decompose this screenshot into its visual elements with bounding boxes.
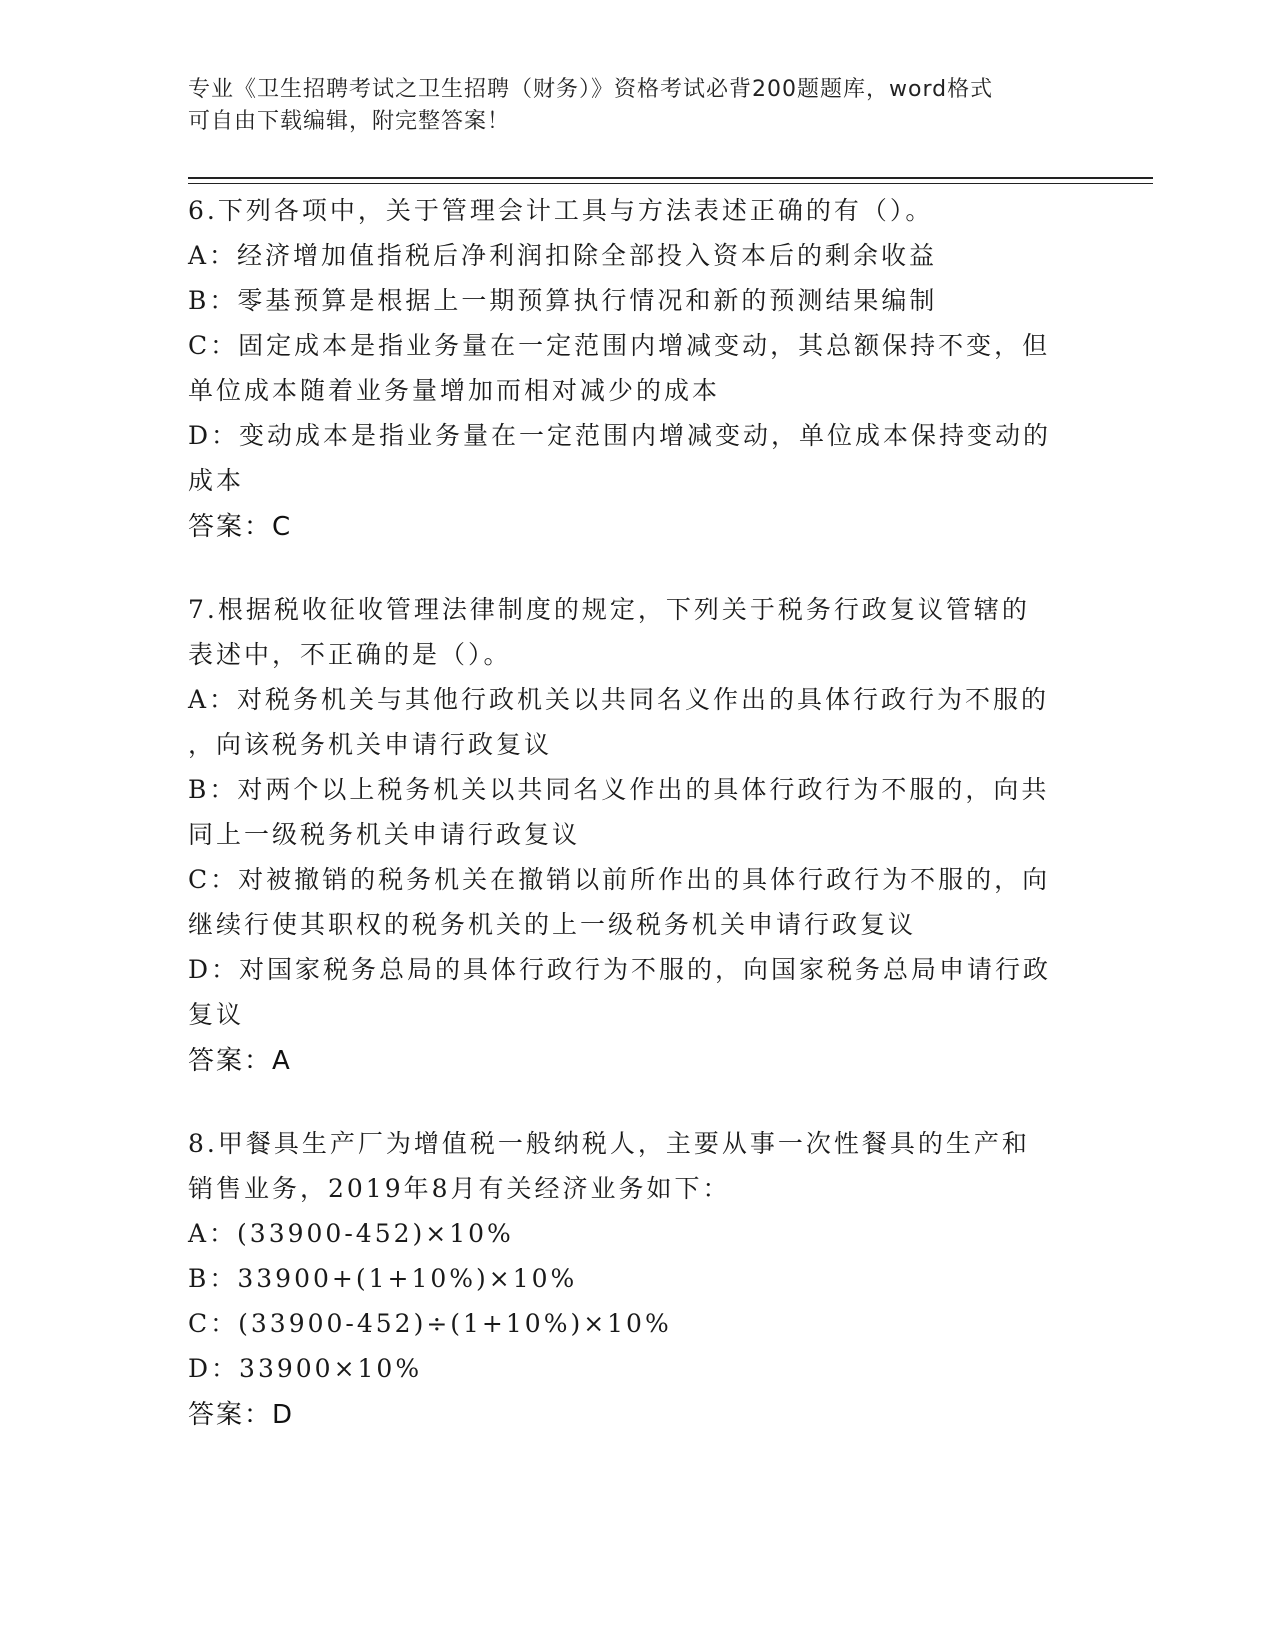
option-d: D：33900×10% xyxy=(188,1354,423,1383)
header-divider-thick xyxy=(188,177,1153,179)
answer-label: 答案：D xyxy=(188,1400,295,1430)
option-c: C：固定成本是指业务量在一定范围内增减变动，其总额保持不变，但 xyxy=(188,331,1051,360)
header-line-2: 可自由下载编辑，附完整答案！ xyxy=(188,109,511,134)
document-header xyxy=(188,74,1068,138)
header-line-1: 专业《卫生招聘考试之卫生招聘（财务）》资格考试必背200题题库，word格式 xyxy=(188,77,994,102)
question-stem-line: 8.甲餐具生产厂为增值税一般纳税人，主要从事一次性餐具的生产和 xyxy=(188,1129,1030,1158)
option-c-continued: 单位成本随着业务量增加而相对减少的成本 xyxy=(188,376,721,405)
option-b: B：33900+(1+10%)×10% xyxy=(188,1264,578,1293)
question-6 xyxy=(188,188,1078,551)
option-b: B：零基预算是根据上一期预算执行情况和新的预测结果编制 xyxy=(188,286,938,315)
option-c: C：(33900-452)÷(1+10%)×10% xyxy=(188,1309,672,1338)
question-list xyxy=(188,188,1078,1475)
question-stem-line: 7.根据税收征收管理法律制度的规定，下列关于税务行政复议管辖的 xyxy=(188,595,1030,624)
option-c-continued: 继续行使其职权的税务机关的上一级税务机关申请行政复议 xyxy=(188,910,917,939)
question-stem-line: 6.下列各项中，关于管理会计工具与方法表述正确的有（）。 xyxy=(188,196,934,225)
option-c: C：对被撤销的税务机关在撤销以前所作出的具体行政行为不服的，向 xyxy=(188,865,1051,894)
option-a: A：对税务机关与其他行政机关以共同名义作出的具体行政行为不服的 xyxy=(188,685,1050,714)
question-stem-line-continued: 表述中，不正确的是（）。 xyxy=(188,640,512,669)
option-d: D：变动成本是指业务量在一定范围内增减变动，单位成本保持变动的 xyxy=(188,421,1052,450)
question-stem-line-continued: 销售业务，2019年8月有关经济业务如下： xyxy=(188,1174,731,1203)
question-7 xyxy=(188,587,1078,1085)
option-d-continued: 复议 xyxy=(188,1000,245,1029)
option-a-continued: ，向该税务机关申请行政复议 xyxy=(188,730,553,759)
answer-label: 答案：C xyxy=(188,512,293,542)
option-d: D：对国家税务总局的具体行政行为不服的，向国家税务总局申请行政 xyxy=(188,955,1052,984)
question-8 xyxy=(188,1121,1078,1439)
answer-label: 答案：A xyxy=(188,1046,292,1076)
option-b: B：对两个以上税务机关以共同名义作出的具体行政行为不服的，向共 xyxy=(188,775,1050,804)
header-divider-thin xyxy=(188,183,1153,184)
option-a: A：经济增加值指税后净利润扣除全部投入资本后的剩余收益 xyxy=(188,241,938,270)
option-d-continued: 成本 xyxy=(188,466,245,495)
option-a: A：(33900-452)×10% xyxy=(188,1219,514,1248)
option-b-continued: 同上一级税务机关申请行政复议 xyxy=(188,820,581,849)
